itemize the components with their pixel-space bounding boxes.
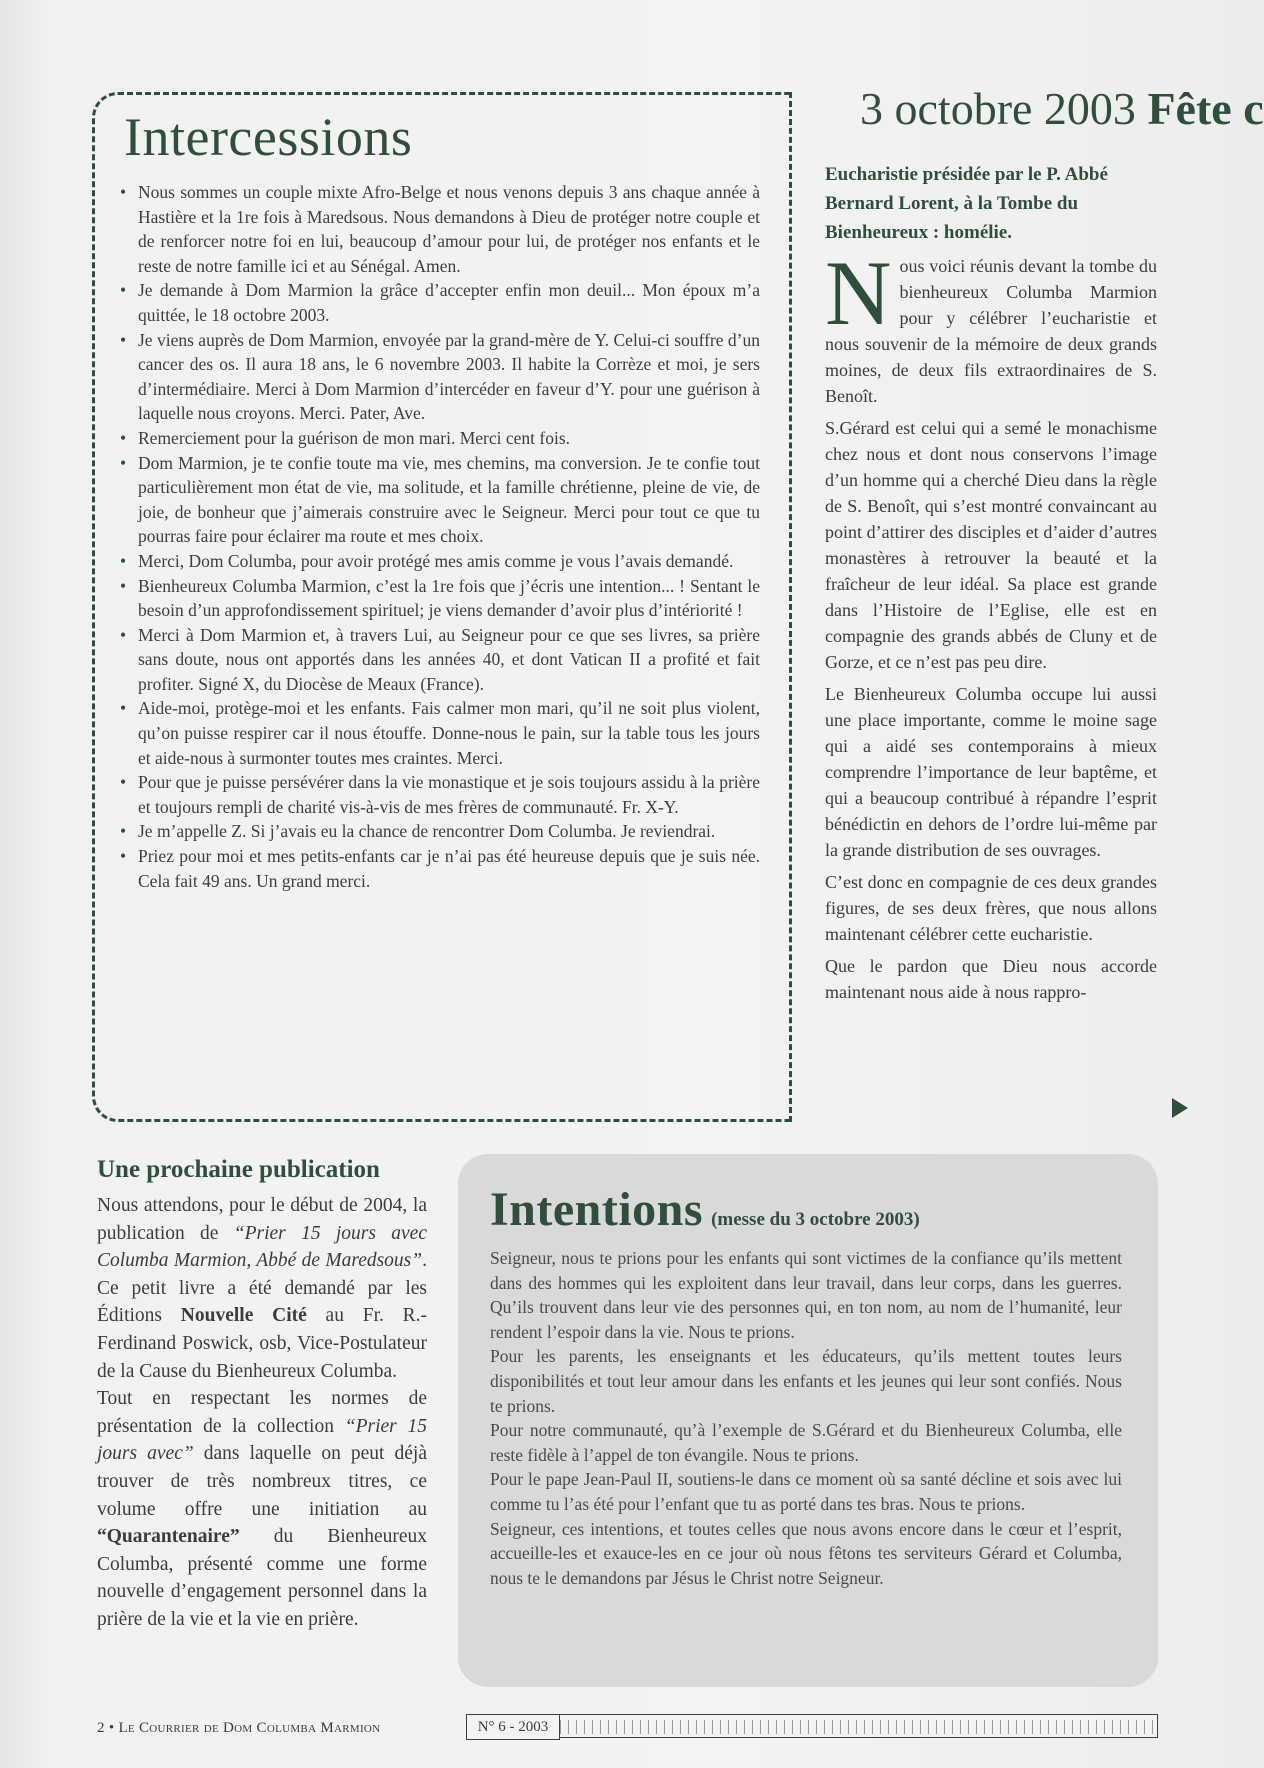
intention-paragraph: Seigneur, nous te prions pour les enfants qui sont victimes de la confiance qu’ils mettent dans des hommes qui les exploitent dans leur travail, dans leur corps, dans les guerres. Qu’ils trouvent dans leur vie des personnes qui, en ton nom, au nom de l’humanité, leur rendent l’espoir dans la vie. Nous te prions. xyxy=(490,1248,1122,1342)
article-date: 3 octobre 2003 xyxy=(860,83,1136,134)
list-item: • Nous sommes un couple mixte Afro-Belge et nous venons depuis 3 ans chaque année à Hastière et la 1re fois à Maredsous. Nous demandons à Dieu de protéger notre couple et de renforcer notre foi en lui, beaucoup d’amour pour lui, de protéger nos enfants et le reste de notre famille ici et au Sénégal. Amen. xyxy=(120,180,760,278)
list-item: • Bienheureux Columba Marmion, c’est la 1re fois que j’écris une intention... ! Sentant le besoin d’un approfondissement spirituel; je viens demander d’avoir plus d’intériorité ! xyxy=(120,574,760,623)
publication-body xyxy=(97,1192,427,1634)
article-paragraph: Nous voici réunis devant la tombe du bienheureux Columba Marmion pour y célébrer l’eucharistie et nous souvenir de la mémoire de deux grands moines, de deux fils extraordinaires de S. Benoît. xyxy=(825,242,1157,406)
publication-paragraph: Nous attendons, pour le début de 2004, la publication de “Prier 15 jours avec Columba Marmion, Abbé de Maredsous”. Ce petit livre a été demandé par les Éditions Nouvelle Cité au Fr. R.-Ferdinand Poswick, osb, Vice-Postulateur de la Cause du Bienheureux Columba. xyxy=(97,1195,427,1382)
intention-paragraph: Pour le pape Jean-Paul II, soutiens-le dans ce moment où sa santé décline et sois avec lui comme tu l’as été pour l’enfant que tu as porté dans tes bras. Nous te prions. xyxy=(490,1469,1122,1514)
article-paragraph: S.Gérard est celui qui a semé le monachisme chez nous et dont nous conservons l’image d’un homme qui a cherché Dieu dans la règle de S. Benoît, qui s’est montré convaincant au point d’attirer des disciples et d’aider d’autres monastères à retrouver la beauté et la fraîcheur de leur idéal. Sa place est grande dans l’Histoire de l’Eglise, elle est en compagnie des grands abbés de Cluny et de Gorze, et ce n’est pas peu dire. xyxy=(825,418,1157,672)
publication-paragraph: Tout en respectant les normes de présentation de la collection “Prier 15 jours avec” dans laquelle on peut déjà trouver de très nombreux titres, ce volume offre une initiation au “Quarantenaire” du Bienheureux Columba, présenté comme une forme nouvelle d’engagement personnel dans la prière de la vie et la vie en prière. xyxy=(97,1388,428,1630)
drop-cap: N xyxy=(825,242,892,344)
article-paragraph: C’est donc en compagnie de ces deux grandes figures, de ses deux frères, que nous allons maintenant célébrer cette eucharistie. xyxy=(825,872,1157,944)
list-item: • Dom Marmion, je te confie toute ma vie, mes chemins, ma conversion. Je te confie tout particulièrement mon état de vie, ma solitude, et la famille chrétienne, pleine de vie, de joie, de bonheur que j’aimerais construire avec le Seigneur. Merci pour tout ce que tu pourras faire pour éclairer ma route et mes choix. xyxy=(120,451,760,549)
intercessions-list xyxy=(120,180,760,893)
intention-paragraph: Pour les parents, les enseignants et les éducateurs, qu’ils mettent toutes leurs disponibilités et tout leur amour dans les enfants et les jeunes qui leur sont confiés. Nous te prions. xyxy=(490,1346,1122,1416)
list-item: • Priez pour moi et mes petits-enfants car je n’ai pas été heureuse depuis que je suis née. Cela fait 49 ans. Un grand merci. xyxy=(120,844,760,893)
issue-number: N° 6 - 2003 xyxy=(466,1714,560,1740)
footer-page-label: 2 • Le Courrier de Dom Columba Marmion xyxy=(97,1720,381,1736)
footer-ruler-decoration xyxy=(560,1714,1158,1738)
list-item: • Merci, Dom Columba, pour avoir protégé mes amis comme je vous l’avais demandé. xyxy=(120,549,760,574)
article-title-fragment: Fête c xyxy=(1147,83,1264,134)
list-item: • Je viens auprès de Dom Marmion, envoyée par la grand-mère de Y. Celui-ci souffre d’un cancer des os. Il aura 18 ans, le 6 novembre 2003. Il habite la Corrèze et moi, je sers d’intermédiaire. Merci à Dom Marmion d’intercéder en faveur d’Y. pour une guérison à laquelle nous croyons. Merci. Pater, Ave. xyxy=(120,328,760,426)
list-item: • Pour que je puisse persévérer dans la vie monastique et je sois toujours assidu à la prière et toujours rempli de charité vis-à-vis de mes frères de communauté. Fr. X-Y. xyxy=(120,770,760,819)
article-paragraph: Le Bienheureux Columba occupe lui aussi une place importante, comme le moine sage qui a aidé ses contemporains à mieux comprendre l’importance de leur baptême, et qui a beaucoup contribué à répandre l’esprit bénédictin en dehors de l’ordre lui-même par la grande distribution de ses ouvrages. xyxy=(825,684,1157,860)
list-item: • Remerciement pour la guérison de mon mari. Merci cent fois. xyxy=(120,426,760,451)
article-subtitle: Eucharistie présidée par le P. Abbé Bernard Lorent, à la Tombe du Bienheureux : homélie. xyxy=(825,164,1108,243)
intentions-heading xyxy=(490,1182,920,1237)
list-item: • Aide-moi, protège-moi et les enfants. Fais calmer mon mari, qu’il ne soit plus violent, qu’on puisse respirer car il nous étouffe. Donne-nous le pain, sur la table tous les jours et aide-nous à surmonter toutes mes craintes. Merci. xyxy=(120,696,760,770)
continue-arrow-icon xyxy=(1172,1098,1188,1118)
intention-paragraph: Seigneur, ces intentions, et toutes celles que nous avons encore dans le cœur et l’esprit, accueille-les et exauce-les en ce jour où nous fêtons tes serviteurs Gérard et Columba, nous te le demandons par Jésus le Christ notre Seigneur. xyxy=(490,1518,1122,1588)
list-item: • Je demande à Dom Marmion la grâce d’accepter enfin mon deuil... Mon époux m’a quittée, le 18 octobre 2003. xyxy=(120,278,760,327)
list-item: • Je m’appelle Z. Si j’avais eu la chance de rencontrer Dom Columba. Je reviendrai. xyxy=(120,819,760,844)
intentions-subtitle: (messe du 3 octobre 2003) xyxy=(711,1209,920,1230)
intentions-body xyxy=(490,1246,1122,1590)
article-heading xyxy=(860,82,1264,135)
intention-paragraph: Pour notre communauté, qu’à l’exemple de S.Gérard et du Bienheureux Columba, elle reste fidèle à l’appel de ton évangile. Nous te prions. xyxy=(490,1420,1122,1465)
article-paragraph: Que le pardon que Dieu nous accorde maintenant nous aide à nous rappro- xyxy=(825,956,1157,1002)
publication-title: Une prochaine publication xyxy=(97,1156,380,1183)
article-body xyxy=(825,160,1157,1011)
intercessions-title: Intercessions xyxy=(124,107,413,167)
intentions-title: Intentions xyxy=(490,1183,704,1236)
list-item: • Merci à Dom Marmion et, à travers Lui, au Seigneur pour ce que ses livres, sa prière sans doute, nous ont apportés dans les années 40, et dont Vatican II a profité et fait profiter. Signé X, du Diocèse de Meaux (France). xyxy=(120,623,760,697)
